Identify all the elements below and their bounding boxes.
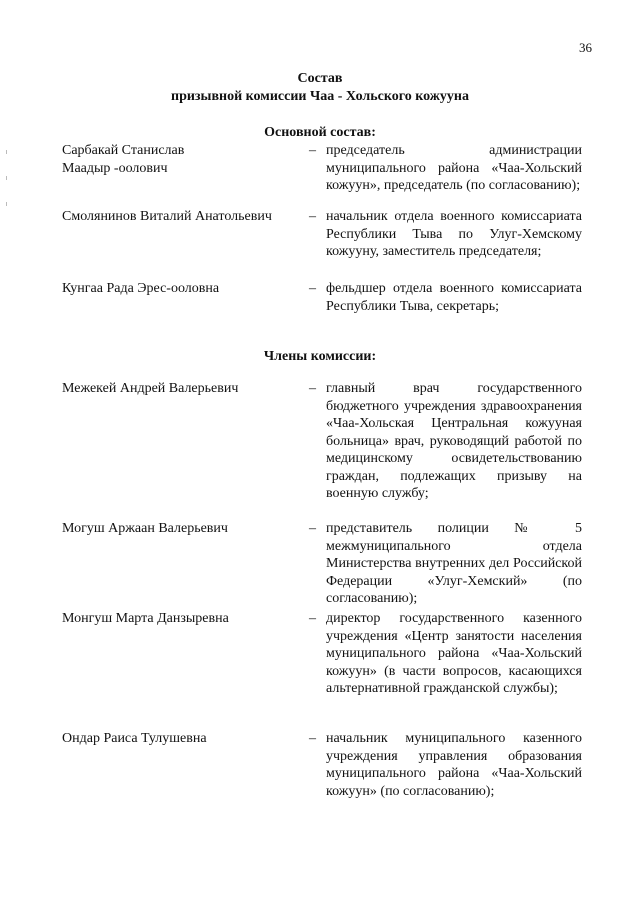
member-role: председатель администрации муниципального района «Чаа-Хольский кожуун», председатель (по согласованию); xyxy=(326,143,582,193)
member-dash: – xyxy=(309,143,316,158)
scan-mark xyxy=(6,150,7,154)
member-role: представитель полиции № 5 межмуниципального отдела Министерства внутренних дел Российской Федерации «Улуг-Хемский» (по согласованию); xyxy=(326,521,582,606)
document-title xyxy=(0,70,640,106)
member-name: Межекей Андрей Валерьевич xyxy=(62,381,239,396)
title-line-2: призывной комиссии Чаа - Хольского кожууна xyxy=(171,89,469,104)
member-dash: – xyxy=(309,281,316,296)
commission-section-heading: Члены комиссии: xyxy=(263,349,377,364)
member-name: Сарбакай Станислав Маадыр -оолович xyxy=(62,143,185,176)
scan-margin-marks xyxy=(6,150,10,228)
member-name: Кунгаа Рада Эрес-ооловна xyxy=(62,281,220,296)
member-dash: – xyxy=(309,209,316,224)
member-dash: – xyxy=(309,731,316,746)
member-name: Могуш Аржаан Валерьевич xyxy=(62,521,228,536)
scan-mark xyxy=(6,176,7,180)
scan-mark xyxy=(6,202,7,206)
member-role: фельдшер отдела военного комиссариата Республики Тыва, секретарь; xyxy=(326,281,582,314)
title-line-1: Состав xyxy=(297,71,343,86)
member-role: начальник муниципального казенного учреждения управления образования муниципального района «Чаа-Хольский кожуун» (по согласованию); xyxy=(326,731,582,799)
member-name: Смолянинов Виталий Анатольевич xyxy=(62,209,272,224)
member-dash: – xyxy=(309,521,316,536)
member-dash: – xyxy=(309,381,316,396)
member-name: Монгуш Марта Данзыревна xyxy=(62,611,229,626)
member-role: главный врач государственного бюджетного учреждения здравоохранения «Чаа-Хольская Центральная кожууная больница» врач, руководящий работой по медицинскому освидетельствованию граждан, подлежащих призыву на военную службу; xyxy=(326,381,582,501)
page-number: 36 xyxy=(579,40,592,55)
member-role: директор государственного казенного учреждения «Центр занятости населения муниципального района «Чаа-Хольский кожуун» (в части вопросов, касающихся альтернативной гражданской службы); xyxy=(326,611,582,696)
member-role: начальник отдела военного комиссариата Республики Тыва по Улуг-Хемскому кожууну, заместитель председателя; xyxy=(326,209,582,259)
member-name: Ондар Раиса Тулушевна xyxy=(62,731,207,746)
member-dash: – xyxy=(309,611,316,626)
main-section-heading: Основной состав: xyxy=(264,125,376,140)
